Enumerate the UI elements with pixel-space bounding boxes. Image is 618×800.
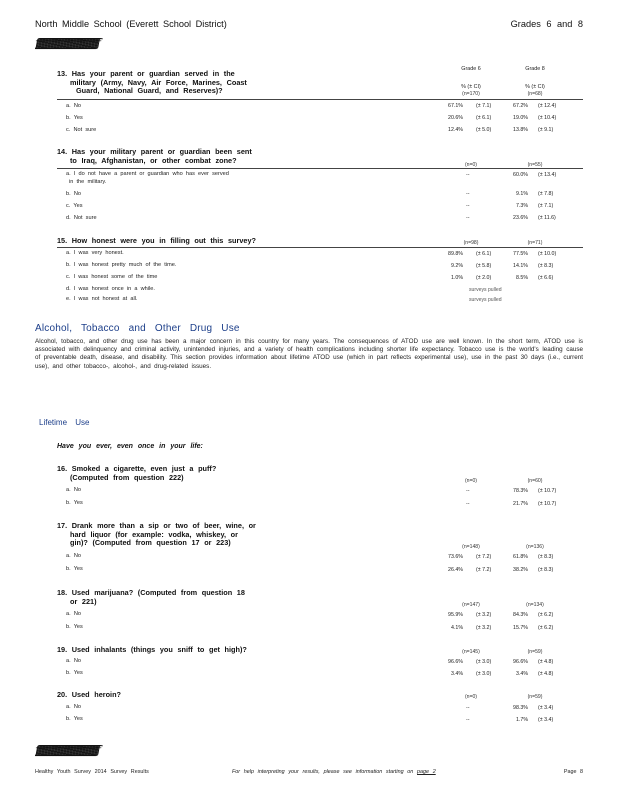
q15-c-g6: 1.0% [451, 275, 464, 281]
q18-b-g6: 4.1% [451, 625, 464, 631]
question-18 [57, 589, 317, 606]
q14-c-ci8: (± 7.1) [538, 203, 554, 209]
q16-a-g6: -- [466, 488, 470, 494]
q20-b-g6: -- [466, 717, 470, 723]
q14-c-g8: 7.3% [516, 203, 529, 209]
q18-b-g8: 15.7% [513, 625, 529, 631]
grade6-head: Grade 6 [461, 66, 481, 72]
q15-c-ci6: (± 2.0) [476, 275, 492, 281]
footer-survey: Healthy Youth Survey 2014 Survey Results [35, 769, 149, 775]
footer-help [232, 769, 436, 775]
q20-a-g8: 98.3% [513, 705, 529, 711]
grade6-ci-head: % (± CI) [461, 84, 481, 90]
lead-question: Have you ever, even once in your life: [57, 443, 203, 450]
q17-n6: (n=148) [462, 544, 480, 550]
q17-b-g8: 38.2% [513, 567, 529, 573]
q19-line1: 19. Used inhalants (things you sniff to get high)? [57, 645, 247, 654]
q18-n6: (n=147) [462, 602, 480, 608]
q15-line1: 15. How honest were you in filling out this survey? [57, 236, 256, 245]
q16-opt-b: b. Yes [66, 500, 83, 506]
q15-divider [57, 247, 583, 248]
q17-a-g6: 73.6% [448, 554, 464, 560]
q19-b-ci6: (± 3.0) [476, 671, 492, 677]
q16-a-g8: 78.3% [513, 488, 529, 494]
q14-opt-a-cont: in the military. [69, 179, 107, 185]
q13-opt-b: b. Yes [66, 115, 83, 121]
q13-a-ci8: (± 12.4) [538, 103, 557, 109]
q19-b-ci8: (± 4.8) [538, 671, 554, 677]
q13-c-g8: 13.8% [513, 127, 529, 133]
q15-a-g6: 89.8% [448, 251, 464, 257]
q16-n8: (n=60) [527, 478, 543, 484]
q16-b-ci8: (± 10.7) [538, 501, 557, 507]
q16-line1: 16. Smoked a cigarette, even just a puff? [57, 464, 217, 473]
q14-b-g6: -- [466, 191, 470, 197]
q14-opt-b: b. No [66, 191, 81, 197]
q20-opt-b: b. Yes [66, 716, 83, 722]
q16-n6: (n=0) [464, 478, 478, 484]
q16-opt-a: a. No [66, 487, 81, 493]
section-title: Alcohol, Tobacco and Other Drug Use [35, 323, 240, 334]
q13-line3: Guard, National Guard, and Reserves)? [76, 86, 223, 96]
q20-b-g8: 1.7% [516, 717, 529, 723]
q18-b-ci8: (± 6.2) [538, 625, 554, 631]
q18-a-g6: 95.9% [448, 612, 464, 618]
question-17 [57, 522, 317, 548]
q13-n8: (n=68) [527, 91, 543, 97]
q15-n8: (n=71) [527, 240, 543, 246]
q16-b-g8: 21.7% [513, 501, 529, 507]
school-name: North Middle School (Everett School District) [35, 19, 227, 29]
q17-a-ci8: (± 8.3) [538, 554, 554, 560]
q15-c-ci8: (± 6.6) [538, 275, 554, 281]
q14-divider [57, 168, 583, 169]
q13-divider [57, 99, 583, 100]
q15-b-ci6: (± 5.8) [476, 263, 492, 269]
q17-opt-b: b. Yes [66, 566, 83, 572]
page-number: Page 8 [563, 769, 583, 775]
q15-b-ci8: (± 8.3) [538, 263, 554, 269]
q13-c-ci8: (± 9.1) [538, 127, 554, 133]
q15-n6: (n=98) [463, 240, 479, 246]
q19-opt-a: a. No [66, 658, 81, 664]
q17-b-ci8: (± 8.3) [538, 567, 554, 573]
q15-a-g8: 77.5% [513, 251, 529, 257]
q18-a-g8: 84.3% [513, 612, 529, 618]
q18-opt-b: b. Yes [66, 624, 83, 630]
q18-line2: or 221) [70, 596, 97, 606]
footer-rule: ƒƒƒƒƒƒƒƒƒƒƒƒƒƒƒƒƒƒƒƒƒƒƒƒƒƒƒƒƒƒƒƒƒƒƒƒƒƒƒƒƒƒƒƒƒƒƒƒƒƒƒƒƒƒƒƒƒƒƒƒ [35, 743, 98, 757]
q14-opt-c: c. Yes [66, 203, 83, 209]
q17-b-g6: 26.4% [448, 567, 464, 573]
footer-page-link[interactable]: page 2 [417, 769, 436, 775]
q19-n8: (n=59) [527, 649, 543, 655]
q13-a-g8: 67.2% [513, 103, 529, 109]
q14-opt-d: d. Not sure [66, 215, 97, 221]
q13-b-ci8: (± 10.4) [538, 115, 557, 121]
subsection-title: Lifetime Use [39, 418, 90, 427]
q13-n6: (n=170) [462, 91, 480, 97]
question-14 [57, 148, 317, 165]
q13-opt-a: a. No [66, 103, 81, 109]
q14-line2: to Iraq, Afghanistan, or other combat zone? [70, 155, 237, 165]
q17-a-g8: 61.8% [513, 554, 529, 560]
q17-line1: 17. Drank more than a sip or two of beer, wine, or [57, 521, 256, 530]
q13-a-ci6: (± 7.1) [476, 103, 492, 109]
q20-a-g6: -- [466, 705, 470, 711]
q13-b-g6: 20.6% [448, 115, 464, 121]
q20-line1: 20. Used heroin? [57, 690, 121, 699]
q18-opt-a: a. No [66, 611, 81, 617]
q15-opt-a: a. I was very honest. [66, 250, 124, 256]
q14-b-ci8: (± 7.8) [538, 191, 554, 197]
q17-a-ci6: (± 7.2) [476, 554, 492, 560]
q13-opt-c: c. Not sure [66, 127, 97, 133]
q18-n8: (n=134) [526, 602, 544, 608]
q16-b-g6: -- [466, 501, 470, 507]
q17-b-ci6: (± 7.2) [476, 567, 492, 573]
q16-line2: (Computed from question 222) [70, 472, 184, 482]
q20-a-ci8: (± 3.4) [538, 705, 554, 711]
section-body: Alcohol, tobacco, and other drug use has been a major concern in this country for many years. The consequences of ATOD use are well known. In the short term, ATOD use is associated with delinquency and criminal activity, unintended injuries, and a variety of health complications including shorter life expectancy. Tobacco use is the world's leading cause of preventable death, disease, and disability. This section provides information about lifetime ATOD use (which in part reflects experimental use), use in the past 30 days (i.e., current use), and other tobacco-, alcohol-, and drug-related issues. [35, 338, 583, 370]
question-19 [57, 646, 337, 655]
q20-opt-a: a. No [66, 704, 81, 710]
q19-a-ci6: (± 3.0) [476, 659, 492, 665]
q15-c-g8: 8.5% [516, 275, 529, 281]
page-header [35, 19, 583, 33]
q18-b-ci6: (± 3.2) [476, 625, 492, 631]
q17-n8: (n=136) [526, 544, 544, 550]
grade8-ci-head: % (± CI) [525, 84, 545, 90]
q13-c-ci6: (± 5.0) [476, 127, 492, 133]
q15-b-g6: 9.2% [451, 263, 464, 269]
q15-opt-c: c. I was honest some of the time [66, 274, 158, 280]
grades-label: Grades 6 and 8 [510, 19, 583, 29]
q19-a-g6: 96.6% [448, 659, 464, 665]
question-16 [57, 465, 295, 482]
q14-n6: (n=0) [464, 162, 478, 168]
q15-b-g8: 14.1% [513, 263, 529, 269]
q15-opt-b: b. I was honest pretty much of the time. [66, 262, 177, 268]
footer-help-text: For help interpreting your results, please see information starting on [232, 769, 414, 775]
q13-line1: 13. Has your parent or guardian served in the [57, 69, 235, 78]
q18-line1: 18. Used marijuana? (Computed from question 18 [57, 588, 245, 597]
q17-opt-a: a. No [66, 553, 81, 559]
q15-e-pulled: surveys pulled [469, 297, 502, 303]
q19-opt-b: b. Yes [66, 670, 83, 676]
q19-b-g8: 3.4% [516, 671, 529, 677]
q13-b-ci6: (± 6.1) [476, 115, 492, 121]
q15-a-ci6: (± 6.1) [476, 251, 492, 257]
q15-d-pulled: surveys pulled [469, 287, 502, 293]
q20-n6: (n=0) [464, 694, 478, 700]
q14-opt-a: a. I do not have a parent or guardian who has ever served [66, 171, 229, 177]
q14-d-ci8: (± 11.6) [538, 215, 556, 221]
header-rule: ƒƒƒƒƒƒƒƒƒƒƒƒƒƒƒƒƒƒƒƒƒƒƒƒƒƒƒƒƒƒƒƒƒƒƒƒƒƒƒƒƒƒƒƒƒƒƒƒƒƒƒƒƒƒƒƒƒƒƒƒ [35, 36, 98, 50]
q18-a-ci6: (± 3.2) [476, 612, 492, 618]
q14-d-g6: -- [466, 215, 470, 221]
q14-n8: (n=55) [527, 162, 543, 168]
q18-a-ci8: (± 6.2) [538, 612, 554, 618]
q14-a-g6: -- [466, 172, 470, 178]
q17-line3: gin)? (Computed from question 17 or 223) [70, 538, 231, 548]
q20-b-ci8: (± 3.4) [538, 717, 554, 723]
q13-a-g6: 67.1% [448, 103, 464, 109]
grade8-head: Grade 8 [525, 66, 545, 72]
q15-opt-d: d. I was honest once in a while. [66, 286, 155, 292]
q14-c-g6: -- [466, 203, 470, 209]
q13-line2: military (Army, Navy, Air Force, Marines, Coast [70, 77, 247, 87]
question-13 [57, 70, 295, 96]
q15-opt-e: e. I was not honest at all. [66, 296, 138, 302]
q13-c-g6: 12.4% [448, 127, 464, 133]
q14-a-g8: 60.0% [513, 172, 529, 178]
q15-a-ci8: (± 10.0) [538, 251, 557, 257]
q20-n8: (n=59) [527, 694, 543, 700]
q19-a-ci8: (± 4.8) [538, 659, 554, 665]
q14-d-g8: 23.6% [513, 215, 529, 221]
question-15 [57, 237, 337, 246]
q19-n6: (n=145) [462, 649, 480, 655]
q19-b-g6: 3.4% [451, 671, 464, 677]
q14-a-ci8: (± 13.4) [538, 172, 557, 178]
q13-b-g8: 19.0% [513, 115, 529, 121]
q19-a-g8: 96.6% [513, 659, 529, 665]
q17-line2: hard liquor (for example: vodka, whiskey, or [70, 529, 238, 539]
q14-line1: 14. Has your military parent or guardian been sent [57, 147, 252, 156]
q14-b-g8: 9.1% [516, 191, 529, 197]
question-20 [57, 691, 295, 700]
q16-a-ci8: (± 10.7) [538, 488, 557, 494]
